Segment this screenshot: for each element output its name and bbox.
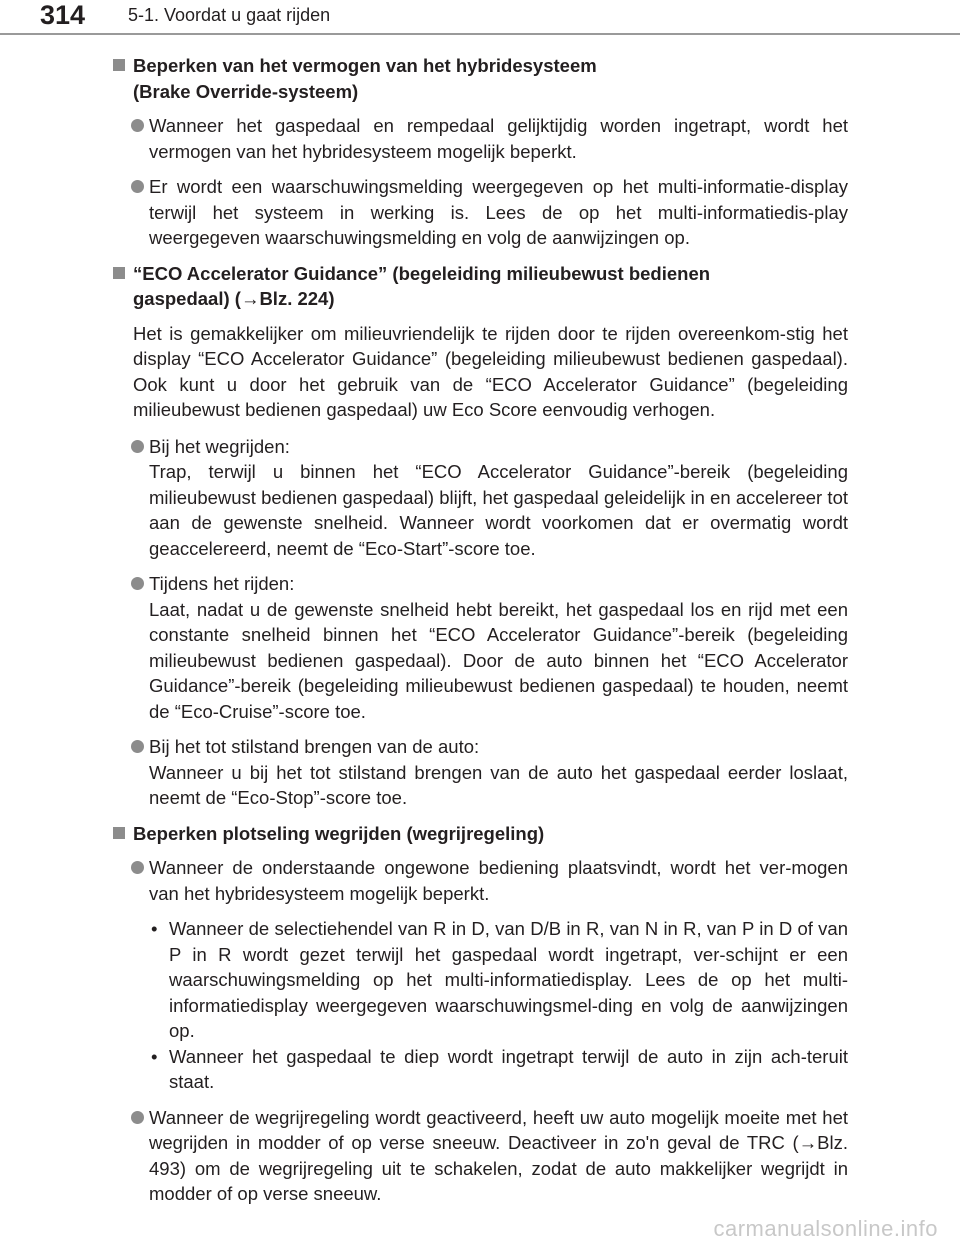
circle-bullet-icon xyxy=(131,1111,144,1124)
small-dot-icon: • xyxy=(151,1045,158,1067)
page-content xyxy=(113,45,848,1217)
circle-bullet-icon xyxy=(131,440,144,453)
circle-bullet-icon xyxy=(131,861,144,874)
list-item: Tijdens het rijden: Laat, nadat u de gewenste snelheid hebt bereikt, het gaspedaal los en rijd met een constante snelheid binnen het “ECO Accelerator Guidance”-bereik (begeleiding milieubewust bedienen gaspedaal). Door de auto binnen het “ECO Accelerator Guidance”-bereik (begeleiding milieubewust bedienen gaspedaal) te houden, neemt de “Eco-Cruise”-score toe. xyxy=(113,571,848,724)
section-heading-brake-override: Beperken van het vermogen van het hybridesysteem (Brake Override-systeem) xyxy=(113,53,848,104)
page-header xyxy=(0,0,960,38)
circle-bullet-icon xyxy=(131,740,144,753)
sub-list-item: • Wanneer de selectiehendel van R in D, van D/B in R, van N in R, van P in D of van P in R wordt gezet terwijl het gaspedaal wordt ingetrapt, ver-schijnt er een waarschuwingsmelding op het multi-informatiedisplay. Lees de op het multi-informatiedisplay weergegeven waarschuwingsmel-ding en volg de aanwijzingen op. xyxy=(151,918,848,1041)
chapter-title: 5-1. Voordat u gaat rijden xyxy=(128,5,331,25)
sub-list-item: • Wanneer het gaspedaal te diep wordt ingetrapt terwijl de auto in zijn ach-teruit staat. xyxy=(151,1045,848,1092)
list-item: Wanneer de onderstaande ongewone bediening plaatsvindt, wordt het ver-mogen van het hybridesysteem mogelijk beperkt. xyxy=(113,855,848,906)
list-item: Er wordt een waarschuwingsmelding weergegeven op het multi-informatie-display terwijl het systeem in werking is. Lees de op het multi-informatiedis-play weergegeven waarschuwingsmelding en volg de aanwijzingen op. xyxy=(113,174,848,251)
section-heading-eco-guidance: “ECO Accelerator Guidance” (begeleiding milieubewust bedienen gaspedaal) (→Blz. 224) xyxy=(113,261,848,312)
square-bullet-icon xyxy=(113,827,125,839)
square-bullet-icon xyxy=(113,267,125,279)
circle-bullet-icon xyxy=(131,119,144,132)
watermark: carmanualsonline.info xyxy=(713,1216,938,1241)
page-number: 314 xyxy=(40,0,86,30)
small-dot-icon: • xyxy=(151,918,158,939)
square-bullet-icon xyxy=(113,59,125,71)
list-item: Wanneer het gaspedaal en rempedaal gelijktijdig worden ingetrapt, wordt het vermogen van het hybridesysteem mogelijk beperkt. xyxy=(113,113,848,164)
sub-list xyxy=(113,916,848,1095)
section-heading-launch-control: Beperken plotseling wegrijden (wegrijregeling) xyxy=(113,821,848,847)
list-item: Wanneer de wegrijregeling wordt geactiveerd, heeft uw auto mogelijk moeite met het wegrijden in modder of op verse sneeuw. Deactiveer in zo'n geval de TRC (→Blz. 493) om de wegrijregeling uit te schakelen, zodat de auto makkelijker wegrijdt in modder of op verse sneeuw. xyxy=(113,1105,848,1207)
section-intro: Het is gemakkelijker om milieuvriendelijk te rijden door te rijden overeenkom-stig het display “ECO Accelerator Guidance” (begeleiding milieubewust bedienen gaspedaal). Ook kunt u door het gebruik van de “ECO Accelerator Guidance” (begeleiding milieubewust bedienen gaspedaal) uw Eco Score eenvoudig verhogen. xyxy=(133,322,848,420)
list-item: Bij het tot stilstand brengen van de auto: Wanneer u bij het tot stilstand brengen van de auto het gaspedaal eerder loslaat, neemt de “Eco-Stop”-score toe. xyxy=(113,734,848,811)
list-item: Bij het wegrijden: Trap, terwijl u binnen het “ECO Accelerator Guidance”-bereik (begeleiding milieubewust bedienen gaspedaal) blijft, het gaspedaal geleidelijk in en accelereer tot aan de gewenste snelheid. Wanneer wordt voorkomen dat er overmatig wordt geaccelereerd, neemt de “Eco-Start”-score toe. xyxy=(113,434,848,562)
circle-bullet-icon xyxy=(131,577,144,590)
circle-bullet-icon xyxy=(131,180,144,193)
header-rule xyxy=(0,33,960,35)
